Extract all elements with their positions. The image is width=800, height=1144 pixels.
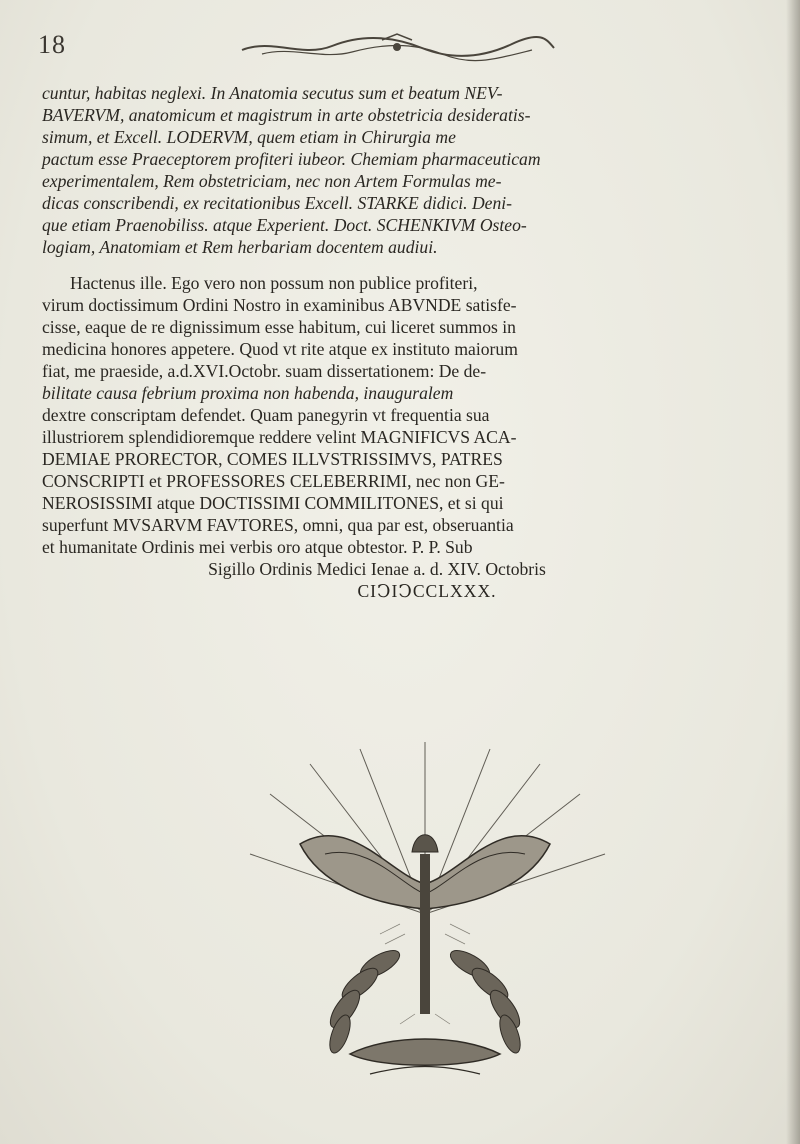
paragraph-1-line: que etiam Praenobiliss. atque Experient. Doct. SCHENKIVM Osteo-: [42, 215, 527, 235]
paragraph-2-line: bilitate causa febrium proxima non habenda, inauguralem: [42, 383, 454, 403]
paragraph-1-line: BAVERVM, anatomicum et magistrum in arte obstetricia desideratis-: [42, 105, 531, 125]
paragraph-2-line: fiat, me praeside, a.d.XVI.Octobr. suam dissertationem: De de-: [42, 361, 487, 381]
paragraph-2-line: dextre conscriptam defendet. Quam panegyrin vt frequentia sua: [42, 405, 490, 425]
paragraph-1-line: simum, et Excell. LODERVM, quem etiam in Chirurgia me: [42, 127, 456, 147]
seal-line: Sigillo Ordinis Medici Ienae a. d. XIV. Octobris: [208, 559, 546, 579]
paragraph-1: [42, 82, 772, 258]
paragraph-2-line: NEROSISSIMI atque DOCTISSIMI COMMILITONES, et si qui: [42, 493, 504, 513]
paragraph-1-line: cuntur, habitas neglexi. In Anatomia secutus sum et beatum NEV-: [42, 83, 503, 103]
paragraph-2-line: DEMIAE PROREСTOR, COMES ILLVSTRISSIMVS, PATRES: [42, 449, 503, 469]
paragraph-1-line: logiam, Anatomiam et Rem herbariam docentem audiui.: [42, 237, 438, 257]
paragraph-2-line: medicina honores appetere. Quod vt rite atque ex instituto maiorum: [42, 339, 518, 359]
body-text: [42, 82, 772, 602]
paragraph-2-line: et humanitate Ordinis mei verbis oro atque obtestor. P. P. Sub: [42, 537, 473, 557]
paragraph-2-line: cisse, eaque de re dignissimum esse habitum, cui liceret summos in: [42, 317, 516, 337]
paragraph-2-line: superfunt MVSARVM FAVTORES, omni, qua par est, obseruantia: [42, 515, 514, 535]
tailpiece-vignette: [230, 734, 620, 1094]
paragraph-2-line: Hactenus ille. Ego vero non possum non publice profiteri,: [70, 273, 478, 293]
paragraph-1-line: experimentalem, Rem obstetriciam, nec non Artem Formulas me-: [42, 171, 502, 191]
paragraph-2-line: illustriorem splendidioremque reddere velint MAGNIFICVS ACA-: [42, 427, 517, 447]
page-edge-shadow: [786, 0, 800, 1144]
header-ornament: [232, 32, 562, 62]
paragraph-1-line: dicas conscribendi, ex recitationibus Excell. STARKE didici. Deni-: [42, 193, 513, 213]
date-line: CIↃIↃCCLXXX.: [357, 581, 497, 601]
paragraph-1-line: pactum esse Praeceptorem profiteri iubeor. Chemiam pharmaceuticam: [42, 149, 541, 169]
paragraph-2-line: virum doctissimum Ordini Nostro in examinibus ABVNDE satisfe-: [42, 295, 517, 315]
page-number: 18: [38, 30, 66, 59]
paragraph-2: [42, 272, 772, 602]
paragraph-2-line: CONSCRIPTI et PROFESSORES CELEBERRIMI, nec non GE-: [42, 471, 505, 491]
